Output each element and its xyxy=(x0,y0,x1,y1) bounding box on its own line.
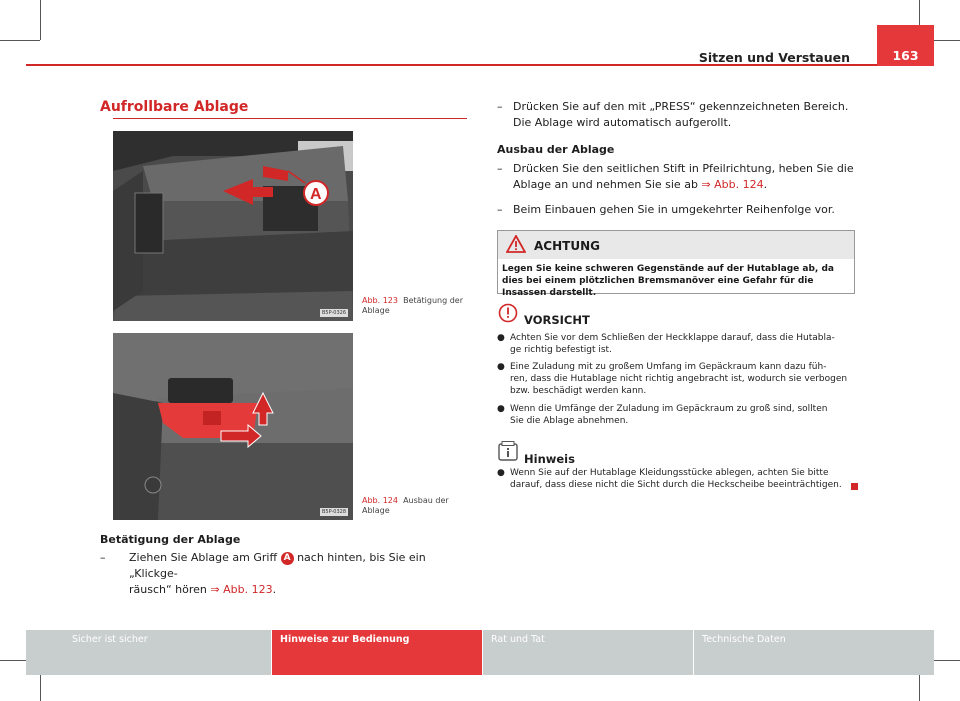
figure-code: B5P-0326 xyxy=(321,310,346,316)
tab-bedienung[interactable]: Hinweise zur Bedienung xyxy=(272,630,482,675)
bullet: ● xyxy=(497,333,505,343)
end-marker xyxy=(851,483,858,490)
caution-label: VORSICHT xyxy=(524,313,590,327)
step-remove: Drücken Sie den seitlichen Stift in Pfeilrichtung, heben Sie die Ablage an und nehmen Sie sie ab ⇒ Abb. 124. xyxy=(513,162,854,191)
step-press: Drücken Sie auf den mit „PRESS“ gekennzeichneten Bereich. Die Ablage wird automatisch aufgerollt. xyxy=(513,100,849,129)
bullet: ● xyxy=(497,362,505,372)
figure-caption xyxy=(362,496,472,516)
heading-betaetigung: Betätigung der Ablage xyxy=(100,533,241,546)
figure-marker-a: A xyxy=(310,186,322,203)
step-pull-handle: Ziehen Sie Ablage am Griff A nach hinten, bis Sie ein „Klickge- räusch“ hören ⇒ Abb. 123. xyxy=(129,551,426,596)
warning-header xyxy=(498,231,854,259)
dash: – xyxy=(497,203,503,216)
warning-box xyxy=(497,230,855,298)
note-text: Wenn Sie auf der Hutablage Kleidungsstücke ablegen, achten Sie bitte darauf, dass diese nicht die Sicht durch die Heckscheibe beeinträchtigen. xyxy=(510,468,842,490)
tab-rat-und-tat[interactable]: Rat und Tat xyxy=(483,630,693,675)
dash: – xyxy=(497,100,503,113)
caution-icon xyxy=(498,303,518,323)
warning-triangle-icon xyxy=(506,235,526,253)
warning-text: Legen Sie keine schweren Gegenstände auf der Hutablage ab, da dies bei einem plötzlichen Bremsmanöver eine Gefahr für die Insassen darstellt. xyxy=(502,264,834,298)
caution-item-3: Wenn die Umfänge der Zuladung im Gepäckraum zu groß sind, sollten Sie die Ablage abnehmen. xyxy=(510,404,828,426)
figure-caption-number: Abb. 123 xyxy=(362,296,398,305)
caution-item-1: Achten Sie vor dem Schließen der Heckklappe darauf, dass die Hutabla- ge richtig befestigt ist. xyxy=(510,333,835,355)
dash: – xyxy=(497,162,503,175)
page-number: 163 xyxy=(877,25,934,66)
tab-sicher[interactable]: Sicher ist sicher xyxy=(26,630,271,675)
figure-caption-number: Abb. 124 xyxy=(362,496,398,505)
warning-label: ACHTUNG xyxy=(534,239,600,253)
section-rule xyxy=(113,118,467,119)
figure-code: B5P-0328 xyxy=(321,509,346,515)
bullet: ● xyxy=(497,468,505,478)
figure-caption-text: Betätigung der Ablage xyxy=(362,296,464,315)
figure-link-124[interactable]: ⇒ Abb. 124 xyxy=(701,178,764,191)
trunk-illustration xyxy=(113,131,353,321)
mechanism-illustration xyxy=(113,333,353,520)
step-reinstall: Beim Einbauen gehen Sie in umgekehrter Reihenfolge vor. xyxy=(513,203,835,216)
section-title: Aufrollbare Ablage xyxy=(100,99,249,115)
figure-photo-mechanism xyxy=(113,333,353,520)
figure-caption xyxy=(362,296,472,316)
tab-technische-daten[interactable]: Technische Daten xyxy=(694,630,934,675)
dash: – xyxy=(100,551,106,564)
heading-ausbau: Ausbau der Ablage xyxy=(497,143,615,156)
figure-link-123[interactable]: ⇒ Abb. 123 xyxy=(210,583,273,596)
figure-photo-trunk xyxy=(113,131,353,321)
caution-item-2: Eine Zuladung mit zu großem Umfang im Gepäckraum kann dazu füh- ren, dass die Hutablage nicht richtig angebracht ist, wodurch sie verbogen bzw. beschädigt werden kann. xyxy=(510,362,848,396)
note-label: Hinweis xyxy=(524,452,575,466)
crop-mark xyxy=(40,0,41,40)
header-title: Sitzen und Verstauen xyxy=(698,50,850,65)
crop-mark xyxy=(0,40,40,41)
bullet: ● xyxy=(497,404,505,414)
note-icon xyxy=(498,441,518,461)
marker-a-badge: A xyxy=(281,552,294,565)
figure-caption-text: Ausbau der Ablage xyxy=(362,496,449,515)
